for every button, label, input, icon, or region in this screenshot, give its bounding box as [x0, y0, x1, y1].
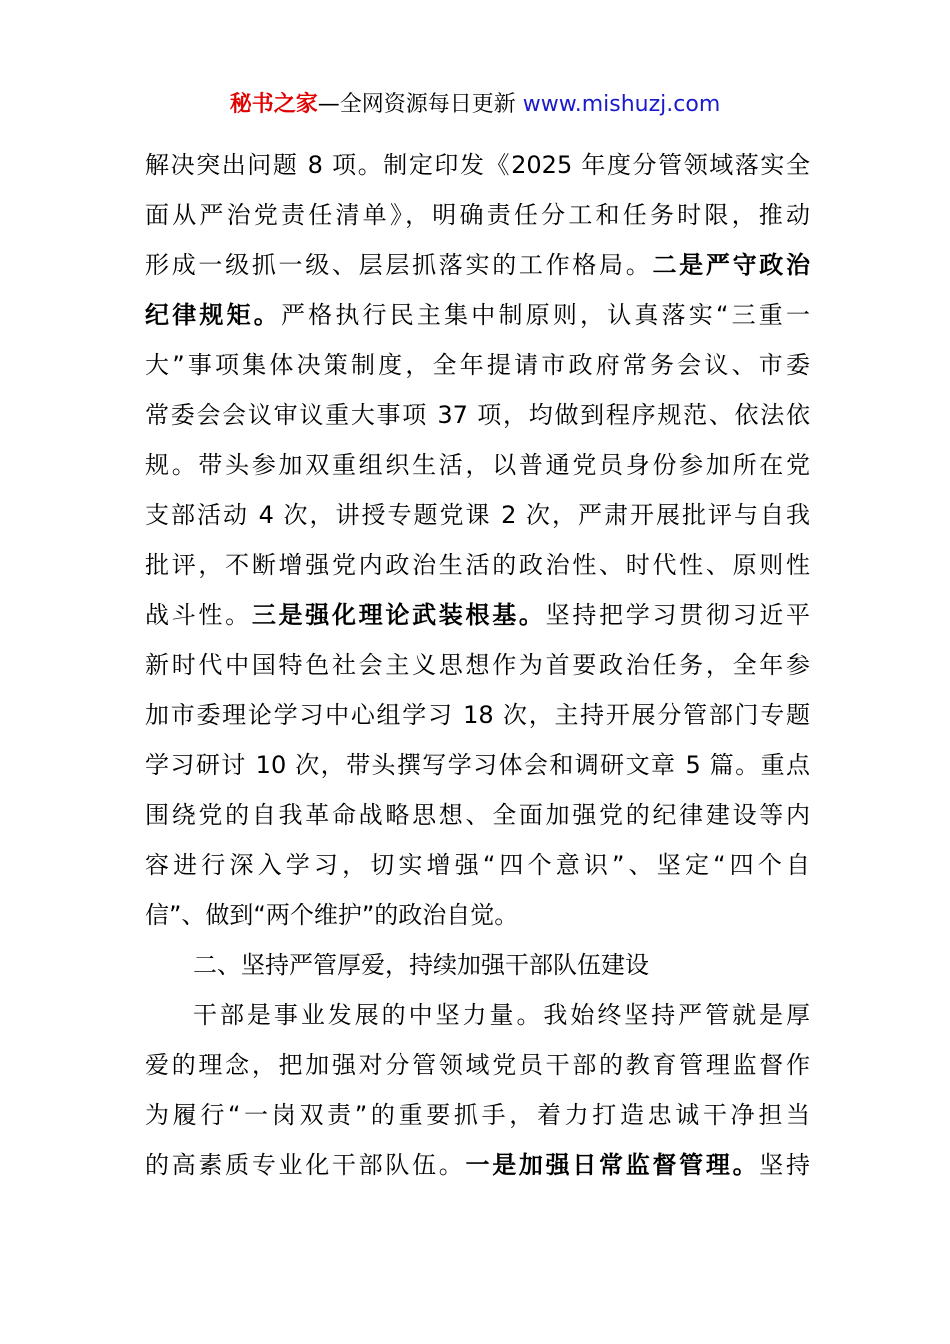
bold-text-segment: 一是加强日常监督管理。: [465, 1151, 760, 1179]
text-segment: 爱的理念，把加强对分管领域党员干部的教育管理监督作: [145, 1051, 810, 1079]
text-segment: 容进行深入学习，切实增强“四个意识”、坚定“四个自: [145, 851, 810, 879]
text-segment: 解决突出问题 8 项。制定印发《2025 年度分管领域落实全: [145, 151, 810, 179]
text-segment: 常委会会议审议重大事项 37 项，均做到程序规范、依法依: [145, 401, 810, 429]
bold-text-segment: 三是强化理论武装根基。: [251, 601, 546, 629]
text-line: [145, 540, 810, 590]
text-segment: 学习研讨 10 次，带头撰写学习体会和调研文章 5 篇。重点: [145, 751, 810, 779]
text-line: [145, 440, 810, 490]
text-line: [145, 1040, 810, 1090]
text-segment: 规。带头参加双重组织生活，以普通党员身份参加所在党: [145, 451, 810, 479]
text-line: [145, 840, 810, 890]
bold-text-segment: 二是严守政治: [652, 251, 811, 279]
text-segment: 面从严治党责任清单》，明确责任分工和任务时限，推动: [145, 201, 810, 229]
text-line: [145, 1090, 810, 1140]
text-line: [145, 1140, 810, 1190]
text-line: [145, 340, 810, 390]
text-line: [145, 890, 810, 940]
text-segment: 围绕党的自我革命战略思想、全面加强党的纪律建设等内: [145, 801, 810, 829]
text-line: [145, 740, 810, 790]
text-segment: 大”事项集体决策制度，全年提请市政府常务会议、市委: [145, 351, 810, 379]
text-line: [145, 940, 810, 990]
header-brand: 秘书之家: [229, 92, 318, 117]
text-segment: 加市委理论学习中心组学习 18 次，主持开展分管部门专题: [145, 701, 810, 729]
bold-text-segment: 纪律规矩。: [145, 301, 281, 329]
text-segment: 信”、做到“两个维护”的政治自觉。: [145, 901, 519, 929]
page-header: [0, 88, 950, 122]
text-line: [145, 490, 810, 540]
text-line: [145, 990, 810, 1040]
text-line: [145, 690, 810, 740]
header-tagline: —全网资源每日更新: [317, 92, 523, 117]
text-line: [145, 140, 810, 190]
text-line: [145, 290, 810, 340]
text-segment: 形成一级抓一级、层层抓落实的工作格局。: [145, 251, 653, 279]
text-segment: 批评，不断增强党内政治生活的政治性、时代性、原则性: [145, 551, 810, 579]
text-segment: 的高素质专业化干部队伍。: [145, 1151, 466, 1179]
text-segment: 战斗性。: [145, 601, 252, 629]
text-segment: 干部是事业发展的中坚力量。我始终坚持严管就是厚: [193, 1001, 810, 1029]
text-segment: 支部活动 4 次，讲授专题党课 2 次，严肃开展批评与自我: [145, 501, 810, 529]
text-segment: 二、坚持严管厚爱，持续加强干部队伍建设: [193, 951, 649, 979]
text-line: [145, 240, 810, 290]
text-line: [145, 640, 810, 690]
text-line: [145, 790, 810, 840]
text-segment: 坚持: [759, 1151, 811, 1179]
text-segment: 新时代中国特色社会主义思想作为首要政治任务，全年参: [145, 651, 810, 679]
text-segment: 坚持把学习贯彻习近平: [545, 601, 811, 629]
text-line: [145, 390, 810, 440]
text-segment: 严格执行民主集中制原则，认真落实“三重一: [280, 301, 810, 329]
text-line: [145, 590, 810, 640]
text-segment: 为履行“一岗双责”的重要抓手，着力打造忠诚干净担当: [145, 1101, 810, 1129]
document-body: [145, 140, 810, 1190]
text-line: [145, 190, 810, 240]
header-url-link[interactable]: www.mishuzj.com: [522, 92, 721, 117]
